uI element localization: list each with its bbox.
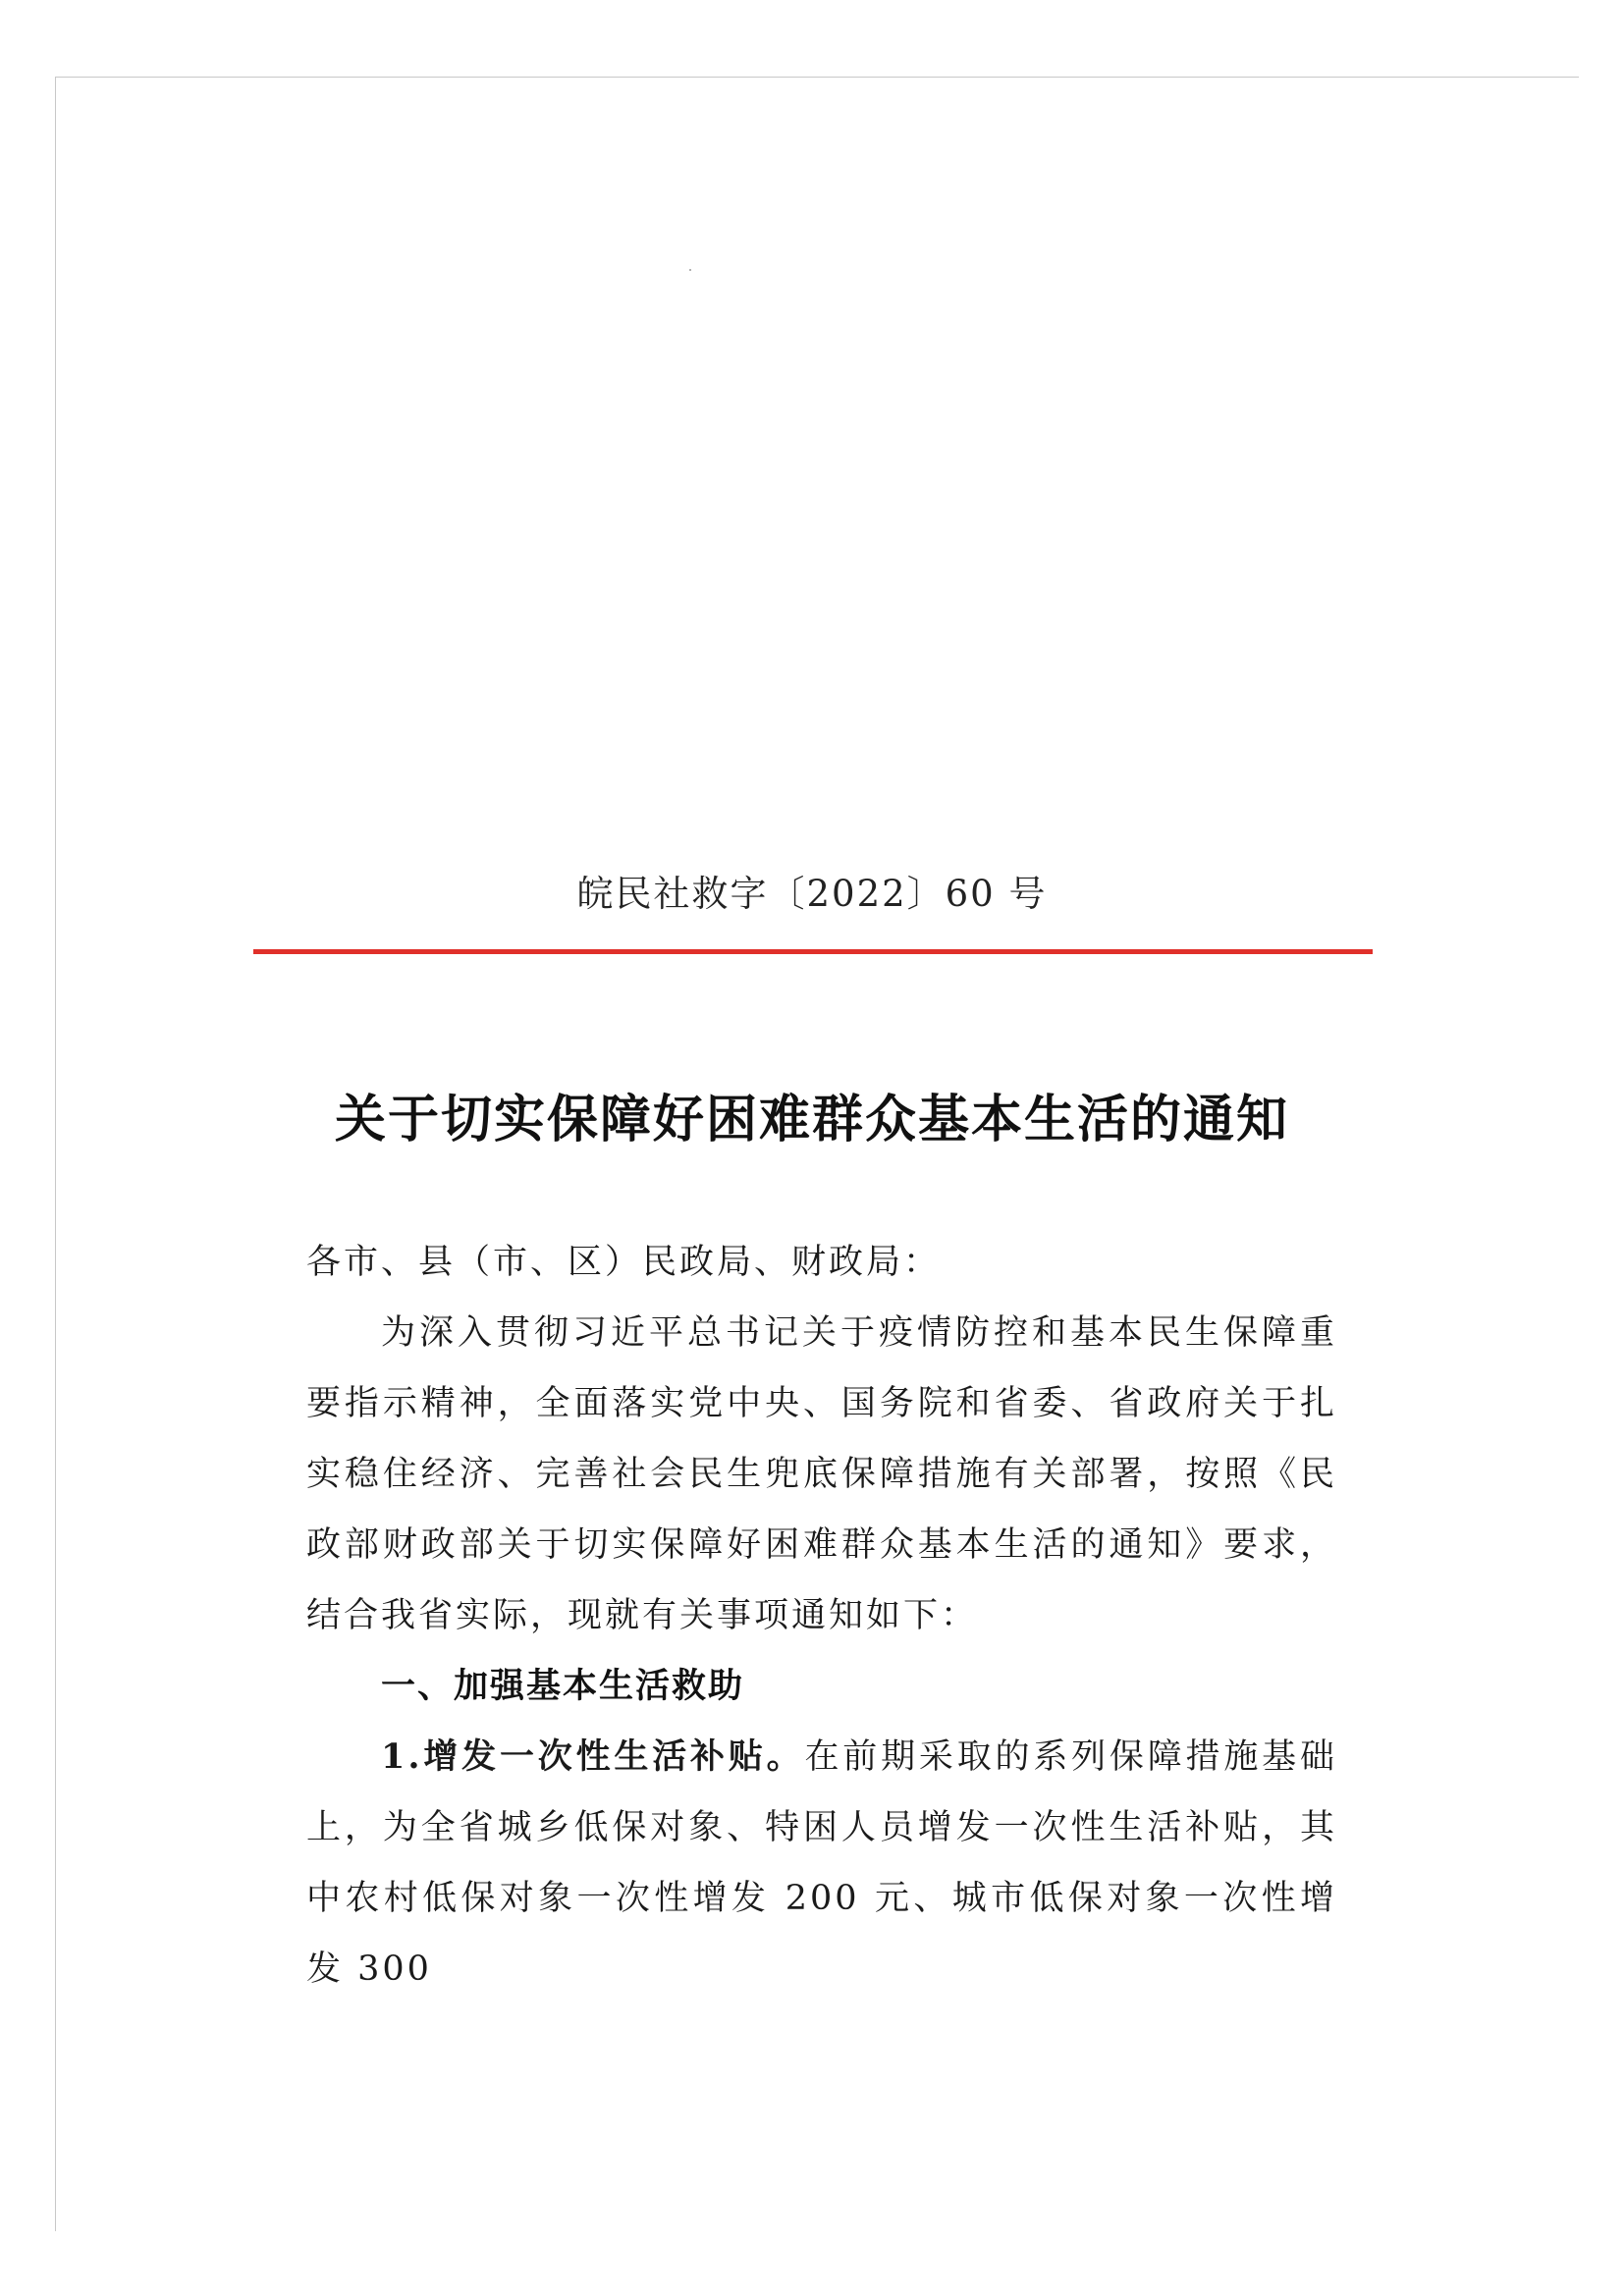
section-heading: 一、加强基本生活救助 bbox=[381, 1667, 745, 1706]
item-text: 在前期采取的系列保障措施基础上，为全省城乡低保对象、特困人员增发一次性生活补贴，其中农村低保对象一次性增发 200 元、城市低保对象一次性增发 300 bbox=[306, 1737, 1337, 1989]
red-separator-line bbox=[253, 949, 1373, 954]
salutation: 各市、县（市、区）民政局、财政局： bbox=[306, 1243, 942, 1282]
paragraph-intro: 为深入贯彻习近平总书记关于疫情防控和基本民生保障重要指示精神，全面落实党中央、国务院和省委、省政府关于扎实稳住经济、完善社会民生兜底保障措施有关部署，按照《民政部财政部关于切实保障好困难群众基本生活的通知》要求，结合我省实际，现就有关事项通知如下： bbox=[306, 1313, 1337, 1635]
item-lead: 1.增发一次性生活补贴。 bbox=[381, 1736, 805, 1777]
page-border-top bbox=[55, 77, 1579, 78]
document-title: 关于切实保障好困难群众基本生活的通知 bbox=[334, 1091, 1289, 1149]
paragraph-item-1 bbox=[306, 1722, 1337, 2004]
document-number: 皖民社救字〔2022〕60 号 bbox=[576, 873, 1048, 915]
page-border-left bbox=[55, 77, 56, 2231]
scan-speck bbox=[689, 269, 691, 271]
